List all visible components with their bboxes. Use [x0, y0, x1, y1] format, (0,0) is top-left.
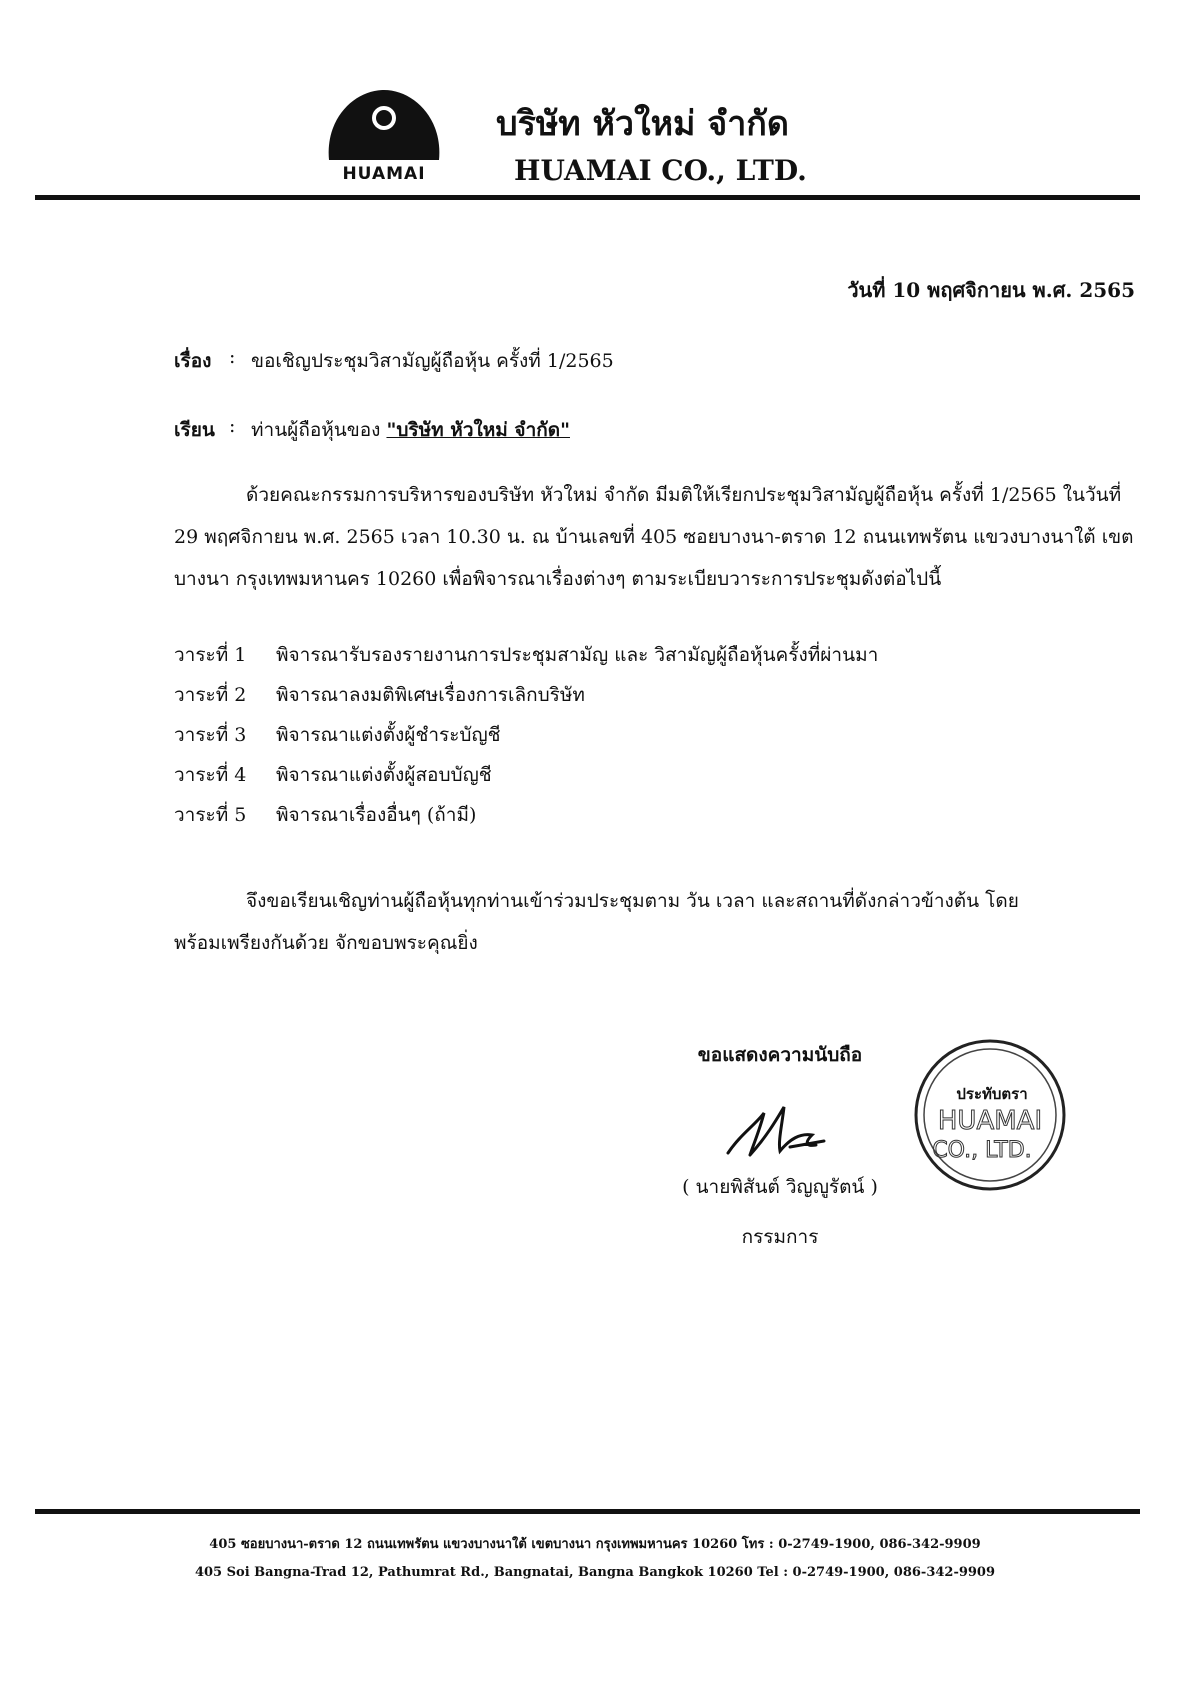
signer-title: กรรมการ	[741, 1226, 819, 1248]
company-name-thai: บริษัท หัวใหม่ จำกัด	[496, 104, 789, 144]
regards-text: ขอแสดงความนับถือ	[697, 1044, 863, 1066]
agenda-number: วาระที่ 5	[174, 804, 247, 826]
agenda-text: พิจารณาเรื่องอื่นๆ (ถ้ามี)	[276, 804, 477, 826]
agenda-text: พิจารณารับรองรายงานการประชุมสามัญ และ วิสามัญผู้ถือหุ้นครั้งที่ผ่านมา	[276, 644, 879, 666]
logo-text: HUAMAI	[342, 164, 426, 184]
agenda-number: วาระที่ 2	[174, 684, 247, 706]
subject-text: ขอเชิญประชุมวิสามัญผู้ถือหุ้น ครั้งที่ 1/2565	[251, 350, 614, 372]
agenda-number: วาระที่ 3	[174, 724, 247, 746]
signer-name: ( นายพิสันต์ วิญญูรัตน์ )	[682, 1176, 878, 1198]
stamp-co: CO., LTD.	[932, 1138, 1032, 1163]
stamp-top-text: ประทับตรา	[956, 1085, 1028, 1103]
subject-label: เรื่อง	[174, 350, 212, 372]
footer-divider	[35, 1509, 1140, 1514]
agenda-text: พิจารณาแต่งตั้งผู้สอบบัญชี	[276, 764, 492, 786]
footer-address-thai: 405 ซอยบางนา-ตราด 12 ถนนเทพรัตน แขวงบางนาใต้ เขตบางนา กรุงเทพมหานคร 10260 โทร : 0-2749-1900, 086-342-9909	[209, 1537, 981, 1552]
recipient-prefix: ท่านผู้ถือหุ้นของ	[251, 419, 387, 441]
recipient-company: "บริษัท หัวใหม่ จำกัด"	[386, 419, 570, 441]
logo-mark-icon	[325, 88, 443, 162]
recipient-colon: :	[229, 415, 236, 437]
agenda-text: พิจารณาแต่งตั้งผู้ชำระบัญชี	[276, 724, 501, 746]
footer-address-english: 405 Soi Bangna-Trad 12, Pathumrat Rd., Bangnatai, Bangna Bangkok 10260 Tel : 0-2749-1900, 086-342-9909	[194, 1565, 996, 1580]
agenda-item	[174, 640, 878, 670]
agenda-number: วาระที่ 4	[174, 764, 247, 786]
stamp-company: HUAMAI	[937, 1106, 1043, 1136]
closing-paragraph: จึงขอเรียนเชิญท่านผู้ถือหุ้นทุกท่านเข้าร่วมประชุมตาม วัน เวลา และสถานที่ดังกล่าวข้างต้น โดยพร้อมเพรียงกันด้วย จักขอบพระคุณยิ่ง	[174, 890, 1019, 954]
recipient-line	[251, 415, 570, 445]
intro-paragraph: ด้วยคณะกรรมการบริหารของบริษัท หัวใหม่ จำกัด มีมติให้เรียกประชุมวิสามัญผู้ถือหุ้น ครั้งที่ 1/2565 ในวันที่ 29 พฤศจิกายน พ.ศ. 2565 เวลา 10.30 น. ณ บ้านเลขที่ 405 ซอยบางนา-ตราด 12 ถนนเทพรัตน แขวงบางนาใต้ เขตบางนา กรุงเทพมหานคร 10260 เพื่อพิจารณาเรื่องต่างๆ ตามระเบียบวาระการประชุมดังต่อไปนี้	[174, 484, 1134, 590]
subject-colon: :	[229, 346, 236, 368]
company-logo	[325, 88, 443, 190]
signature	[720, 1095, 840, 1165]
agenda-item	[174, 760, 492, 790]
agenda-item	[174, 800, 476, 830]
agenda-number: วาระที่ 1	[174, 644, 247, 666]
company-name-english: HUAMAI CO., LTD.	[514, 154, 807, 187]
agenda-item	[174, 680, 585, 710]
header-divider	[35, 195, 1140, 200]
agenda-item	[174, 720, 501, 750]
recipient-label: เรียน	[174, 419, 215, 441]
letter-date: วันที่ 10 พฤศจิกายน พ.ศ. 2565	[847, 278, 1135, 302]
agenda-text: พิจารณาลงมติพิเศษเรื่องการเลิกบริษัท	[276, 684, 585, 706]
company-stamp	[910, 1035, 1070, 1195]
